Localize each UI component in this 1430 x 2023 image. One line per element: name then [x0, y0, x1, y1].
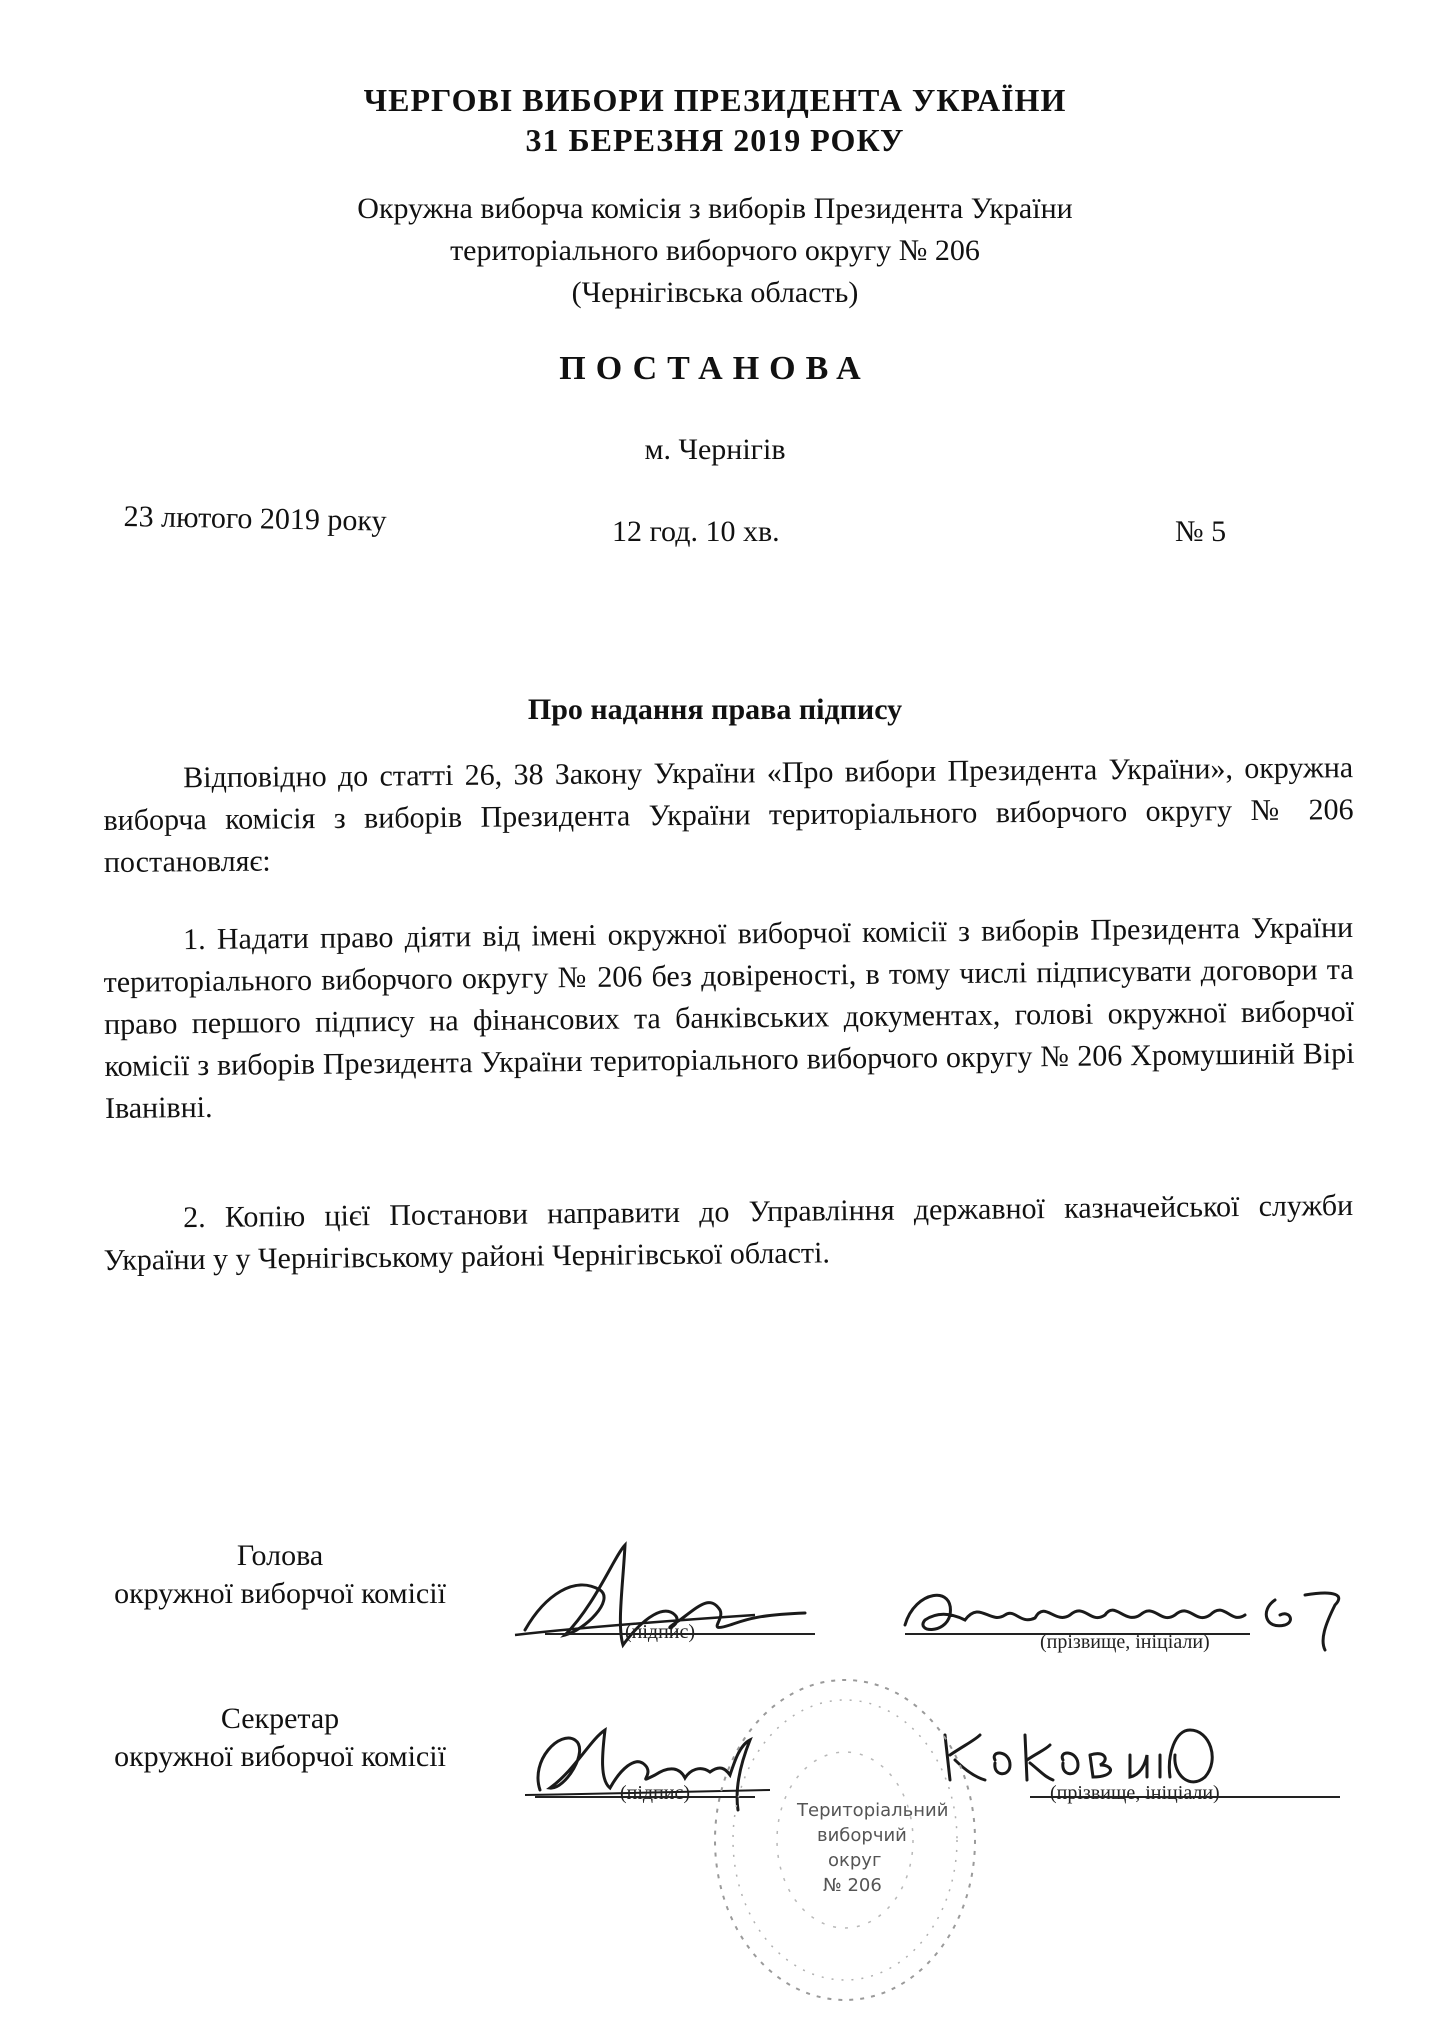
resolution-time: 12 год. 10 хв. — [612, 515, 780, 548]
commission-region: (Чернігівська область) — [571, 276, 859, 309]
secretary-title-line2: окружної виборчої комісії — [114, 1740, 446, 1773]
secretary-title — [60, 1700, 500, 1776]
city: м. Чернігів — [644, 433, 786, 466]
commission-district: територіального виборчого округу № 206 — [450, 234, 980, 267]
head-title-line2: окружної виборчої комісії — [114, 1577, 446, 1610]
election-date: 31 БЕРЕЗНЯ 2019 РОКУ — [525, 122, 905, 158]
decision-item-2: 2. Копію цієї Постанови направити до Управління державної казначейської служби України у у Чернігівському районі Чернігівської області. — [103, 1188, 1354, 1277]
stamp-line3: округ — [828, 1850, 882, 1871]
resolution-number: № 5 — [1175, 515, 1227, 548]
stamp-line4: № 206 — [823, 1875, 882, 1896]
head-signature-caption: (підпис) — [625, 1621, 696, 1643]
secretary-name-caption: (прізвище, ініціали) — [1050, 1782, 1220, 1804]
intro-paragraph: Відповідно до статті 26, 38 Закону України «Про вибори Президента України», окружна виборча комісія з виборів Президента України територіального виборчого округу № 206 постановляє: — [103, 751, 1354, 879]
head-title — [60, 1537, 500, 1613]
secretary-signature-caption: (підпис) — [620, 1782, 691, 1804]
document-type: ПОСТАНОВА — [559, 350, 871, 387]
resolution-date: 23 лютого 2019 року — [123, 500, 387, 538]
head-signature — [505, 1535, 835, 1665]
head-title-line1: Голова — [236, 1539, 324, 1572]
decision-item-1: 1. Надати право діяти від імені окружної виборчої комісії з виборів Президента України територіального виборчого округу № 206 без довіреності, в тому числі підписувати договори та право першого підпису на фінансових та банківських документах, голові окружної виборчої комісії з виборів Президента України територіального виборчого округу № 206 Хромушиній Вірі Іванівні. — [103, 910, 1355, 1125]
secretary-title-line1: Секретар — [220, 1702, 340, 1735]
election-title: ЧЕРГОВІ ВИБОРИ ПРЕЗИДЕНТА УКРАЇНИ — [363, 82, 1067, 118]
stamp-line1: Територіальний — [797, 1800, 949, 1821]
resolution-subject: Про надання права підпису — [527, 693, 903, 726]
stamp-line2: виборчий — [817, 1825, 907, 1846]
official-stamp — [705, 1670, 985, 2010]
commission-name: Окружна виборча комісія з виборів Президента України — [357, 192, 1073, 225]
head-name-caption: (прізвище, ініціали) — [1040, 1631, 1210, 1653]
